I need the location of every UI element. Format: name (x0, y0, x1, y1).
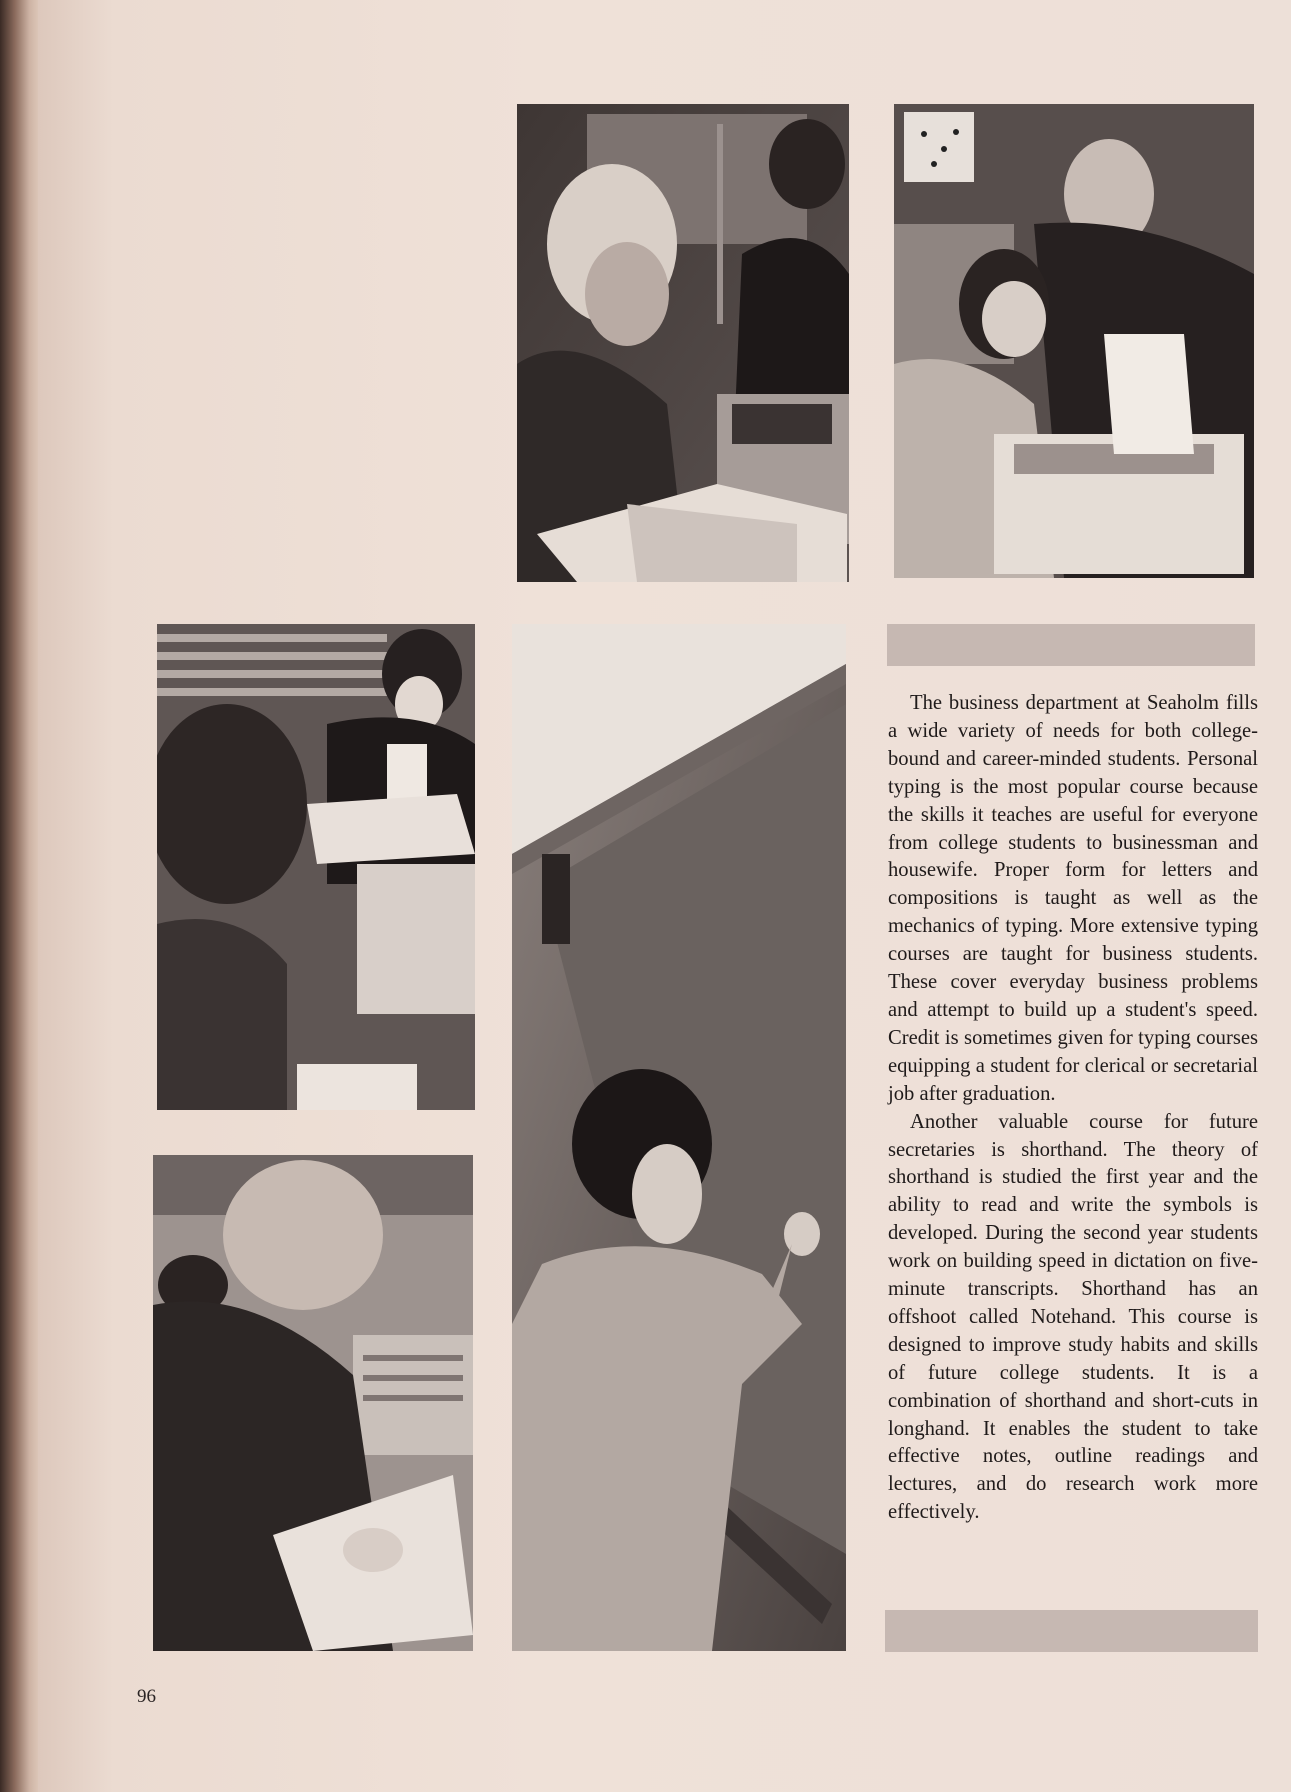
article-paragraph-1: The business department at Seaholm fills a wide variety of needs for both college-bound and career-minded students. Personal typing is the most popular course because the skills it teaches are useful for everyone from college students to businessman and housewife. Proper form for letters and compositions is taught as well as the mechanics of typing. More extensive typing courses are taught for business students. These cover everyday business problems and attempt to build up a student's speed. Credit is sometimes given for typing courses equipping a student for clerical or secretarial job after graduation. (888, 692, 1258, 1105)
photo-chalkboard (512, 624, 846, 1651)
article-body (888, 690, 1258, 1527)
accent-bar-bottom (885, 1610, 1258, 1652)
photo-student-writing (157, 624, 475, 1110)
photo-student-notes (153, 1155, 473, 1651)
photo-typing-student (517, 104, 849, 582)
photo-teacher-typewriter (894, 104, 1254, 578)
accent-bar-top (887, 624, 1255, 666)
page-number: 96 (137, 1686, 156, 1707)
article-paragraph-2: Another valuable course for future secretaries is shorthand. The theory of shorthand is studied the first year and the ability to read and write the symbols is developed. During the second year students work on building speed in dictation on five-minute transcripts. Shorthand has an offshoot called Notehand. This course is designed to improve study habits and skills of future college students. It is a combination of shorthand and short-cuts in longhand. It enables the student to take effective notes, outline readings and lectures, and do research work more effectively. (888, 1110, 1258, 1524)
book-spine (0, 0, 42, 1792)
